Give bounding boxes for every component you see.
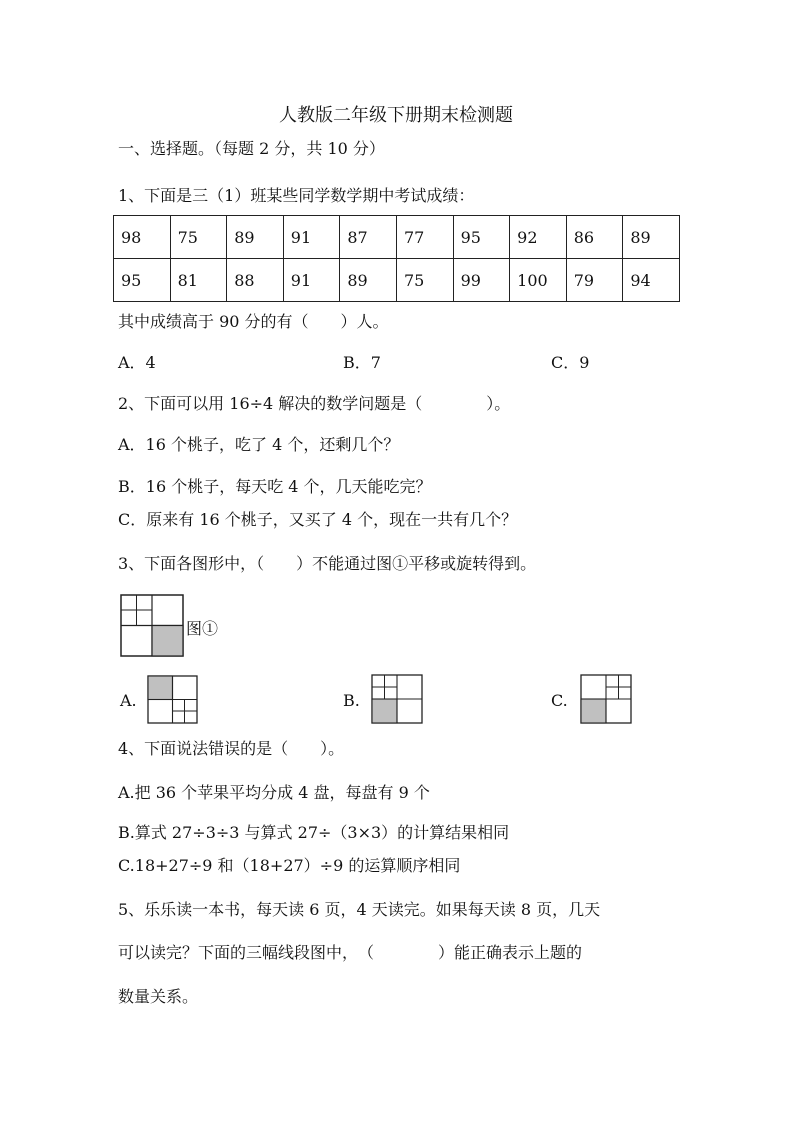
table-cell: 92: [510, 216, 567, 259]
option-b-figure: [371, 674, 424, 724]
option-a-figure: [147, 675, 199, 724]
option-c: C.: [551, 691, 568, 710]
option-a: A．16 个桃子，吃了 4 个，还剩几个？: [118, 435, 400, 454]
option-b: B.算式 27÷3÷3 与算式 27÷（3×3）的计算结果相同: [118, 823, 510, 842]
table-cell: 95: [114, 259, 171, 302]
table-cell: 100: [510, 259, 567, 302]
table-cell: 75: [396, 259, 453, 302]
question-2-stem: 2、下面可以用 16÷4 解决的数学问题是（ ）。: [118, 394, 511, 413]
scores-table: [113, 215, 680, 302]
option-b: B．7: [343, 353, 381, 372]
option-a: A．4: [118, 353, 156, 372]
table-cell: 87: [340, 216, 397, 259]
table-row: [114, 216, 680, 259]
option-c: C.18+27÷9 和（18+27）÷9 的运算顺序相同: [118, 856, 461, 875]
table-cell: 89: [340, 259, 397, 302]
table-cell: 81: [170, 259, 227, 302]
option-b: B.: [343, 691, 360, 710]
option-c: C．原来有 16 个桃子，又买了 4 个，现在一共有几个？: [118, 510, 518, 529]
table-row: [114, 259, 680, 302]
reference-figure: [120, 594, 186, 658]
table-cell: 77: [396, 216, 453, 259]
question-5-line-3: 数量关系。: [118, 987, 199, 1006]
table-cell: 89: [623, 216, 680, 259]
question-4-stem: 4、下面说法错误的是（ ）。: [118, 739, 345, 758]
table-cell: 98: [114, 216, 171, 259]
question-1-text: 其中成绩高于 90 分的有（ ）人。: [118, 312, 389, 331]
option-a: A.把 36 个苹果平均分成 4 盘，每盘有 9 个: [118, 783, 430, 802]
question-1-stem: 1、下面是三（1）班某些同学数学期中考试成绩：: [118, 186, 475, 205]
table-cell: 95: [453, 216, 510, 259]
figure-label: 图①: [186, 619, 219, 638]
option-a: A.: [120, 691, 137, 710]
table-cell: 99: [453, 259, 510, 302]
table-cell: 91: [283, 216, 340, 259]
table-cell: 86: [566, 216, 623, 259]
table-cell: 89: [227, 216, 284, 259]
question-5-line-1: 5、乐乐读一本书，每天读 6 页，4 天读完。如果每天读 8 页，几天: [118, 900, 601, 919]
table-cell: 94: [623, 259, 680, 302]
option-c-figure: [580, 674, 633, 724]
table-cell: 91: [283, 259, 340, 302]
table-cell: 88: [227, 259, 284, 302]
table-cell: 79: [566, 259, 623, 302]
question-3-stem: 3、下面各图形中，（ ）不能通过图①平移或旋转得到。: [118, 554, 537, 573]
question-5-line-2: 可以读完？下面的三幅线段图中， （ ）能正确表示上题的: [118, 943, 583, 962]
section-heading: 一、选择题。（每题 2 分，共 10 分）: [118, 139, 385, 158]
table-cell: 75: [170, 216, 227, 259]
option-c: C．9: [551, 353, 590, 372]
option-b: B．16 个桃子，每天吃 4 个，几天能吃完？: [118, 477, 432, 496]
page-title: 人教版二年级下册期末检测题: [279, 105, 513, 126]
